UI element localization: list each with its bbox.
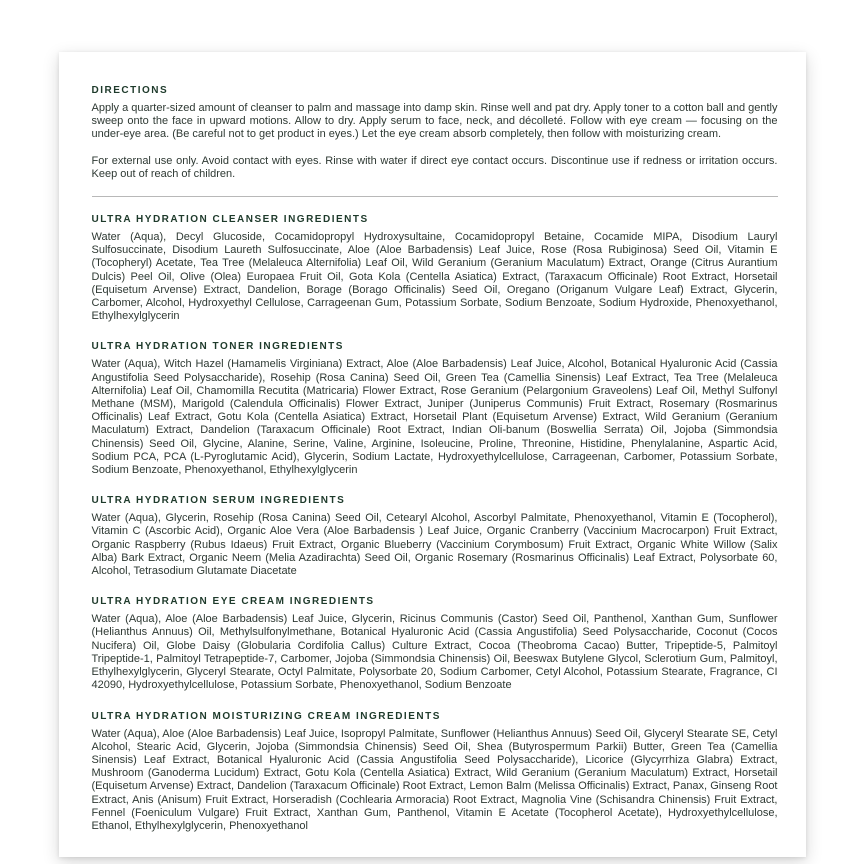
cleanser-ingredients-text: Water (Aqua), Decyl Glucoside, Cocamidopropyl Hydroxysultaine, Cocamidopropyl Betaine, Cocamide MIPA, Disodium Lauryl Sulfosuccinate, Disodium Laureth Sulfosuccinate, Aloe (Aloe Barbadensis) Leaf Juice, Rose (Rosa Rubiginosa) Seed Oil, Vitamin E (Tocopheryl) Acetate, Tea Tree (Melaleuca Alternifolia) Leaf Oil, Wild Geranium (Geranium Maculatum) Extract, Orange (Citrus Aurantium Dulcis) Peel Oil, Olive (Olea) Europaea Fruit Oil, Gota Kola (Centella Asiatica) Extract, (Taraxacum Officinale) Root Extract, Horsetail (Equisetum Arvense) Extract, Dandelion, Borage (Borago Officinalis) Seed Oil, Oregano (Origanum Vulgare Leaf) Extract, Glycerin, Carbomer, Alcohol, Hydroxyethyl Cellulose, Carrageenan Gum, Potassium Sorbate, Sodium Benzoate, Sodium Hydroxide, Phenoxyethanol, Ethylhexylglycerin bbox=[91, 231, 778, 323]
toner-ingredients-heading: ULTRA HYDRATION TONER INGREDIENTS bbox=[91, 341, 344, 353]
section-eye-cream-ingredients bbox=[92, 596, 778, 692]
section-moisturizing-cream-ingredients bbox=[92, 711, 778, 834]
directions-heading: DIRECTIONS bbox=[91, 85, 169, 96]
section-serum-ingredients bbox=[92, 495, 778, 578]
product-info-card bbox=[59, 52, 806, 857]
moisturizing-cream-ingredients-heading: ULTRA HYDRATION MOISTURIZING CREAM INGREDIENTS bbox=[91, 710, 441, 722]
serum-ingredients-heading: ULTRA HYDRATION SERUM INGREDIENTS bbox=[91, 495, 346, 507]
toner-ingredients-text: Water (Aqua), Witch Hazel (Hamamelis Virginiana) Extract, Aloe (Aloe Barbadensis) Leaf Juice, Alcohol, Botanical Hyaluronic Acid (Cassia Angustifolia Seed Polysaccharide), Rosehip (Rosa Canina) Seed Oil, Green Tea (Camellia Sinensis) Leaf Extract, Tea Tree (Melaleuca Alternifolia) Leaf Oil, Chamomilla Recutita (Matricaria) Flower Extract, Rose Geranium (Pelargonium Graveolens) Leaf Oil, Methyl Sulfonyl Methane (MSM), Marigold (Calendula Officinalis) Flower Extract, Juniper (Juniperus Communis) Fruit Extract, Rosemary (Rosmarinus Officinalis) Leaf Extract, Gotu Kola (Centella Asiatica) Extract, Horsetail Plant (Equisetum Arvense) Extract, Wild Geranium (Geranium Maculatum) Extract, Dandelion (Taraxacum Officinale) Root Extract, Indian Oli-banum (Boswellia Serrata) Oil, Jojoba (Simmondsia Chinensis) Seed Oil, Glycine, Alanine, Serine, Valine, Arginine, Isoleucine, Proline, Threonine, Histidine, Phenylalanine, Aspartic Acid, Sodium PCA, PCA (L-Pyroglutamic Acid), Glycerin, Sodium Lactate, Hydroxyethylcellulose, Carrageenan, Carbomer, Potassium Sorbate, Sodium Benzoate, Phenoxyethanol, Ethylhexylglycerin bbox=[91, 358, 778, 477]
eye-cream-ingredients-heading: ULTRA HYDRATION EYE CREAM INGREDIENTS bbox=[91, 596, 375, 608]
directions-warning-text: For external use only. Avoid contact with eyes. Rinse with water if direct eye contact occurs. Discontinue use if redness or irritation occurs. Keep out of reach of children. bbox=[91, 154, 778, 180]
directions-section bbox=[92, 85, 778, 181]
directions-usage-text: Apply a quarter-sized amount of cleanser to palm and massage into damp skin. Rinse well and pat dry. Apply toner to a cotton ball and gently sweep onto the face in upward motions. Allow to dry. Apply serum to face, neck, and décolleté. Follow with eye cream — focusing on the under-eye area. (Be careful not to get product in eyes.) Let the eye cream absorb completely, then follow with moisturizing cream. bbox=[91, 102, 778, 141]
section-divider bbox=[92, 196, 778, 197]
moisturizing-cream-ingredients-text: Water (Aqua), Aloe (Aloe Barbadensis) Leaf Juice, Isopropyl Palmitate, Sunflower (Helianthus Annuus) Seed Oil, Glyceryl Stearate SE, Cetyl Alcohol, Stearic Acid, Glycerin, Jojoba (Simmondsia Chinensis) Seed Oil, Shea (Butyrospermum Parkii) Butter, Green Tea (Camellia Sinensis) Leaf Extract, Botanical Hyaluronic Acid (Cassia Angustifolia Seed Polysaccharide), Licorice (Glycyrrhiza Glabra) Extract, Mushroom (Ganoderma Lucidum) Extract, Gotu Kola (Centella Asiatica) Extract, Wild Geranium (Geranium Maculatum) Extract, Horsetail (Equisetum Arvense) Extract, Dandelion (Taraxacum Officinale) Root Extract, Lemon Balm (Melissa Officinalis) Extract, Panax, Ginseng Root Extract, Anis (Anisum) Fruit Extract, Horseradish (Cochlearia Armoracia) Root Extract, Magnolia Vine (Schisandra Chinensis) Fruit Extract, Fennel (Foeniculum Vulgare) Fruit Extract, Xanthan Gum, Panthenol, Vitamin E Acetate (Tocopherol Acetate), Hydroxyethylcellulose, Ethanol, Ethylhexylglycerin, Phenoxyethanol bbox=[91, 727, 778, 832]
eye-cream-ingredients-text: Water (Aqua), Aloe (Aloe Barbadensis) Leaf Juice, Glycerin, Ricinus Communis (Castor) Seed Oil, Panthenol, Xanthan Gum, Sunflower (Helianthus Annuus) Oil, Methylsulfonylmethane, Botanical Hyaluronic Acid (Cassia Angustifolia) Seed Polysaccharide, Coconut (Cocos Nucifera) Oil, Globe Daisy (Globularia Cordifolia Callus) Culture Extract, Cocoa (Theobroma Cacao) Butter, Tripeptide-5, Palmitoyl Tripeptide-1, Palmitoyl Tetrapeptide-7, Carbomer, Jojoba (Simmondsia Chinensis) Oil, Beeswax Butylene Glycol, Sclerotium Gum, Palmitoyl, Ethylhexylglycerin, Glyceryl Stearate, Octyl Palmitate, Polysorbate 20, Sodium Carbomer, Cetyl Alcohol, Potassium Stearate, Fragrance, CI 42090, Hydroxyethylcellulose, Potassium Sorbate, Phenoxyethanol, Sodium Benzoate bbox=[91, 613, 778, 692]
cleanser-ingredients-heading: ULTRA HYDRATION CLEANSER INGREDIENTS bbox=[91, 214, 369, 226]
section-toner-ingredients bbox=[92, 341, 778, 477]
section-cleanser-ingredients bbox=[92, 214, 778, 323]
serum-ingredients-text: Water (Aqua), Glycerin, Rosehip (Rosa Canina) Seed Oil, Cetearyl Alcohol, Ascorbyl Palmitate, Phenoxyethanol, Vitamin E (Tocopherol), Vitamin C (Ascorbic Acid), Organic Aloe Vera (Aloe Barbadensis ) Leaf Juice, Organic Cranberry (Vaccinium Macrocarpon) Fruit Extract, Organic Raspberry (Rubus Idaeus) Fruit Extract, Organic Blueberry (Vaccinium Corymbosum) Fruit Extract, Organic White Willow (Salix Alba) Bark Extract, Organic Neem (Melia Azadirachta) Seed Oil, Organic Rosemary (Rosmarinus Officinalis) Leaf Extract, Polysorbate 60, Alcohol, Tetrasodium Glutamate Diacetate bbox=[91, 512, 778, 578]
